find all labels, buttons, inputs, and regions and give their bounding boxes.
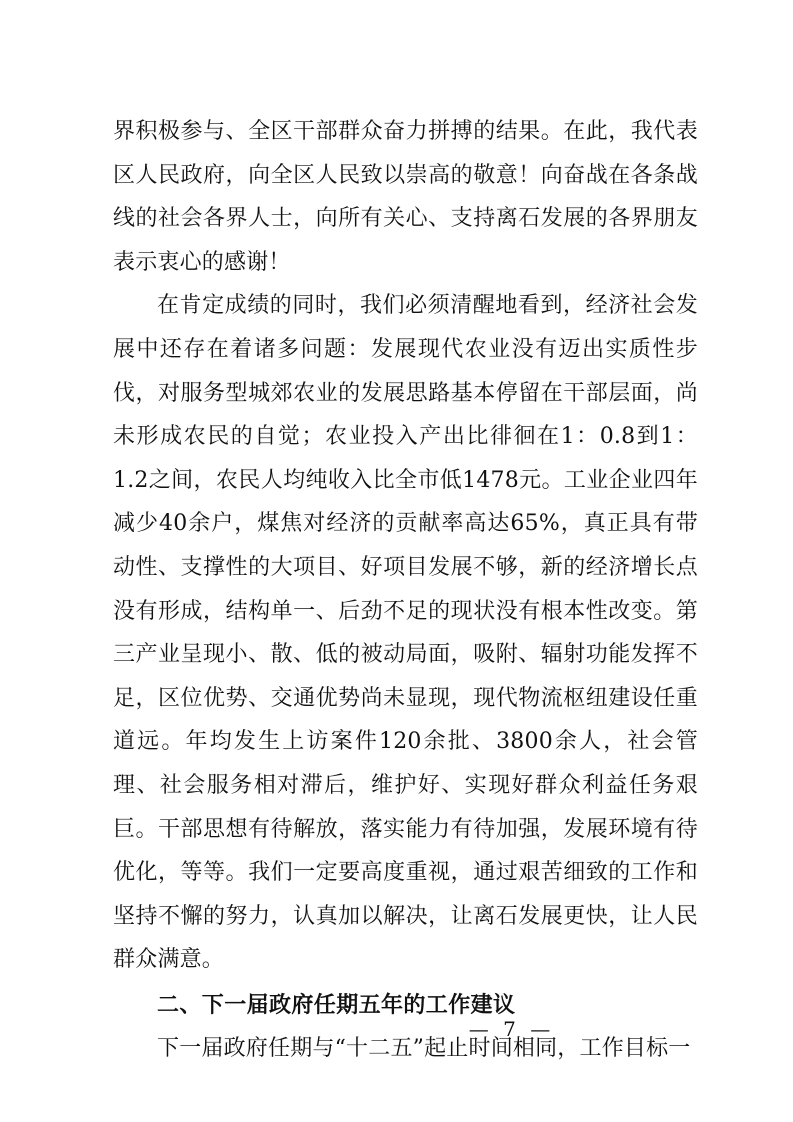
- paragraph-continued: 界积极参与、全区干部群众奋力拼搏的结果。在此，我代表区人民政府，向全区人民致以崇高的敬意！向奋战在各条战线的社会各界人士，向所有关心、支持离石发展的各界朋友表示衷心的感谢！: [113, 119, 698, 275]
- paragraph-problems: 在肯定成绩的同时，我们必须清醒地看到，经济社会发展中还存在着诸多问题：发展现代农业没有迈出实质性步伐，对服务型城郊农业的发展思路基本停留在干部层面，尚未形成农民的自觉；农业投入产出比徘徊在1：0.8到1：1.2之间，农民人均纯收入比全市低1478元。工业企业四年减少40余户，煤焦对经济的贡献率高达65%，真正具有带动性、支撑性的大项目、好项目发展不够，新的经济增长点没有形成，结构单一、后劲不足的现状没有根本性改变。第三产业呈现小、散、低的被动局面，吸附、辐射功能发挥不足，区位优势、交通优势尚未显现，现代物流枢纽建设任重道远。年均发生上访案件120余批、3800余人，社会管理、社会服务相对滞后，维护好、实现好群众利益任务艰巨。干部思想有待解放，落实能力有待加强，发展环境有待优化，等等。我们一定要高度重视，通过艰苦细致的工作和坚持不懈的努力，认真加以解决，让离石发展更快，让人民群众满意。: [113, 293, 698, 973]
- document-body: [113, 110, 698, 1071]
- page-number: — 7 —: [468, 1017, 555, 1041]
- paragraph-next: 下一届政府任期与“十二五”起止时间相同，工作目标一: [157, 1036, 691, 1062]
- section-heading: 二、下一届政府任期五年的工作建议: [157, 992, 516, 1018]
